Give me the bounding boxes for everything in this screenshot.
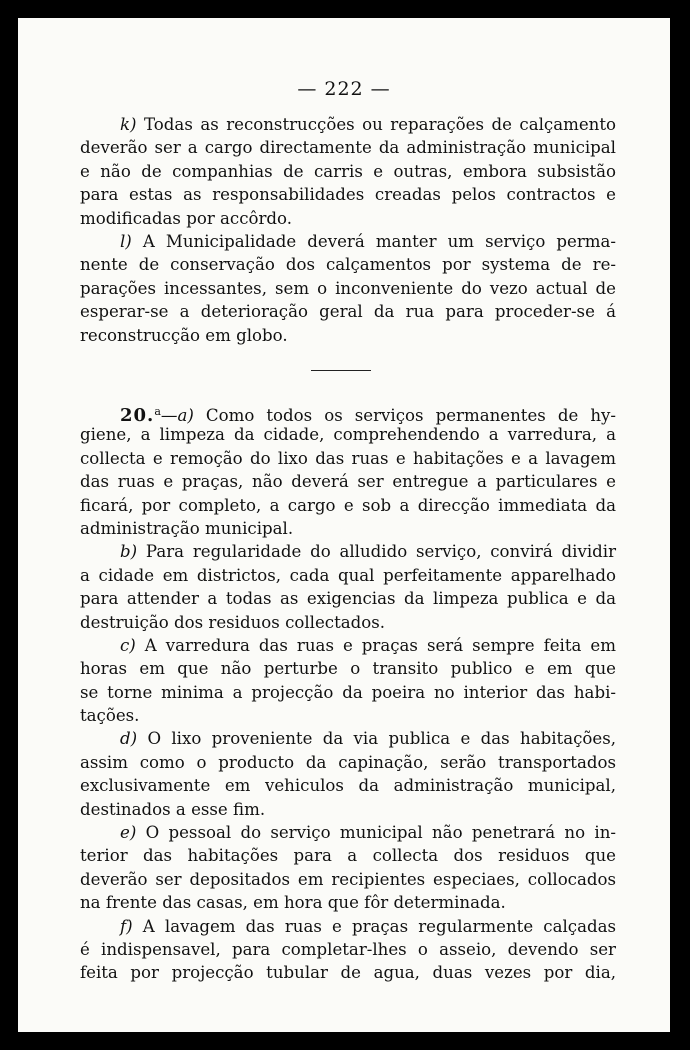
paragraph-l-line: nente de conservação dos calçamentos por systema de re- — [80, 255, 616, 275]
paragraph-l-line: esperar-se a deterioração geral da rua para proceder-se á — [80, 302, 616, 322]
paragraph-k-line: e não de companhias de carris e outras, embora subsistão — [80, 161, 616, 181]
item-label-k: k) — [120, 115, 137, 134]
paragraph-f-line: é indispensavel, para completar-lhes o asseio, devendo ser — [80, 939, 616, 959]
paragraph-d-line: destinados a esse fim. — [80, 799, 266, 819]
paragraph-k-line: k) Todas as reconstrucções ou reparações de calçamento — [120, 115, 616, 134]
text-block-section-20 — [80, 400, 616, 985]
item-label-e: e) — [120, 823, 137, 843]
paragraph-f-line: feita por projecção tubular de agua, duas vezes por dia, — [80, 963, 616, 983]
paragraph-k-line: deverão ser a cargo directamente da administração municipal — [80, 138, 616, 158]
section-number: 20. — [120, 405, 155, 426]
paragraph-d-line: exclusivamente em vehiculos da administração municipal, — [80, 776, 616, 796]
paragraph-a-line: ficará, por completo, a cargo e sob a direcção immediata da — [80, 495, 616, 515]
item-label-f: f) — [120, 916, 133, 936]
page-number: — 222 — — [297, 78, 391, 100]
book-page — [18, 18, 670, 1032]
paragraph-c-line: se torne minima a projecção da poeira no interior das habi- — [80, 682, 616, 702]
paragraph-a-line: collecta e remoção do lixo das ruas e habitações e a lavagem — [80, 448, 616, 468]
paragraph-k-line: modificadas por accôrdo. — [80, 208, 293, 228]
item-label-c: c) — [120, 635, 136, 655]
paragraph-l-line: l) A Municipalidade deverá manter um serviço perma- — [120, 231, 616, 251]
paragraph-d-line: d) O lixo proveniente da via publica e das habitações, — [120, 729, 616, 749]
paragraph-l-line: parações incessantes, sem o inconveniente do vezo actual de — [80, 278, 616, 298]
paragraph-a-line: giene, a limpeza da cidade, comprehendendo a varredura, a — [80, 425, 616, 445]
text-block-upper — [80, 113, 616, 347]
paragraph-b-line: destruição dos residuos collectados. — [80, 612, 386, 632]
paragraph-f-line: f) A lavagem das ruas e praças regularmente calçadas — [120, 916, 616, 936]
paragraph-b-line: a cidade em districtos, cada qual perfeitamente apparelhado — [80, 565, 616, 585]
paragraph-k-line: para estas as responsabilidades creadas pelos contractos e — [80, 185, 616, 205]
paragraph-e-line: terior das habitações para a collecta dos residuos que — [80, 846, 616, 866]
paragraph-c-line: horas em que não perturbe o transito publico e em que — [80, 659, 616, 679]
section-divider — [311, 370, 371, 371]
item-label-l: l) — [120, 231, 132, 251]
paragraph-b-line: b) Para regularidade do alludido serviço, convirá dividir — [120, 542, 616, 562]
paragraph-a-line: administração municipal. — [80, 518, 294, 538]
item-label-d: d) — [120, 729, 138, 749]
paragraph-e-line: e) O pessoal do serviço municipal não penetrará no in- — [120, 823, 616, 843]
paragraph-a-line: das ruas e praças, não deverá ser entregue a particulares e — [80, 472, 616, 492]
paragraph-e-line: deverão ser depositados em recipientes especiaes, collocados — [80, 869, 616, 889]
paragraph-c-line: tações. — [80, 706, 140, 726]
paragraph-c-line: c) A varredura das ruas e praças será sempre feita em — [120, 635, 616, 655]
paragraph-a-line: 20.$^a$—a) Como todos os serviços permanentes de hy- — [120, 405, 616, 426]
item-label-b: b) — [120, 542, 138, 562]
item-label-a: —a) — [160, 406, 194, 425]
paragraph-d-line: assim como o producto da capinação, serão transportados — [80, 752, 616, 772]
paragraph-b-line: para attender a todas as exigencias da limpeza publica e da — [80, 589, 616, 609]
section-number-sup: a — [154, 405, 161, 418]
paragraph-l-line: reconstrucção em globo. — [80, 325, 288, 345]
paragraph-e-line: na frente das casas, em hora que fôr determinada. — [80, 893, 506, 913]
